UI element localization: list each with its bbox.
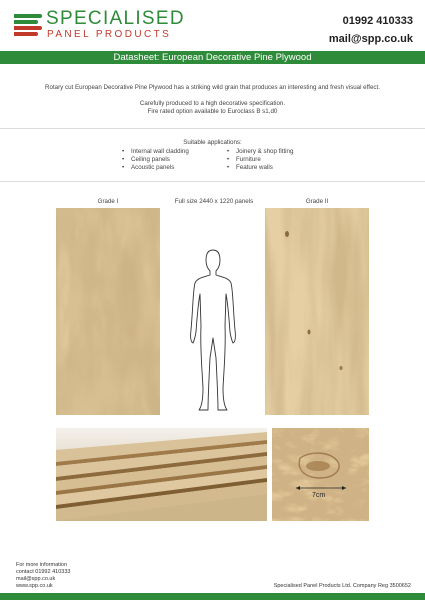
application-item: • Feature walls xyxy=(227,164,293,172)
brand-subtitle: PANEL PRODUCTS xyxy=(47,29,172,40)
footer-bar xyxy=(0,593,425,600)
footer-website-link[interactable]: www.spp.co.uk xyxy=(16,583,53,589)
divider xyxy=(0,181,425,182)
application-item: • Ceiling panels xyxy=(122,156,189,164)
footer-contact-phone: contact 01992 410333 xyxy=(16,569,71,575)
grade-2-panel-image xyxy=(265,208,369,415)
grade-2-label: Grade II xyxy=(305,198,329,205)
header-phone[interactable]: 01992 410333 xyxy=(342,15,413,27)
application-item: • Furniture xyxy=(227,156,293,164)
scale-label: 7cm xyxy=(312,492,326,499)
plywood-closeup-photo xyxy=(272,428,369,521)
footer-info-heading: For more information xyxy=(16,562,68,568)
divider xyxy=(0,128,425,129)
grade-1-label: Grade I xyxy=(97,198,119,205)
application-item: • Joinery & shop fitting xyxy=(227,148,293,156)
logo-icon xyxy=(14,14,42,36)
applications-heading: Suitable applications: xyxy=(183,139,242,146)
grade-1-panel-image xyxy=(56,208,160,415)
plywood-edges-photo xyxy=(56,428,267,521)
applications-list-right xyxy=(227,148,293,172)
application-item: • Acoustic panels xyxy=(122,164,189,172)
intro-spec: Carefully produced to a high decorative specification. xyxy=(139,100,286,107)
panel-size-label: Full size 2440 x 1220 panels xyxy=(174,198,254,205)
page-title: Datasheet: European Decorative Pine Plywood xyxy=(113,52,312,63)
application-item: • Internal wall cladding xyxy=(122,148,189,156)
person-silhouette-icon xyxy=(186,248,240,414)
intro-fire-rating: Fire rated option available to Euroclass B s1,d0 xyxy=(147,108,278,115)
footer-company-info: Specialised Panel Products Ltd. Company Reg 3500652 xyxy=(273,583,411,589)
applications-list-left xyxy=(122,148,189,172)
brand-name: SPECIALISED xyxy=(46,8,185,29)
intro-description: Rotary cut European Decorative Pine Plywood has a striking wild grain that produces an interesting and fresh visual effect. xyxy=(45,84,380,91)
header-email[interactable]: mail@spp.co.uk xyxy=(328,33,413,45)
title-bar xyxy=(0,51,425,64)
footer-email-link[interactable]: mail@spp.co.uk xyxy=(16,576,56,582)
